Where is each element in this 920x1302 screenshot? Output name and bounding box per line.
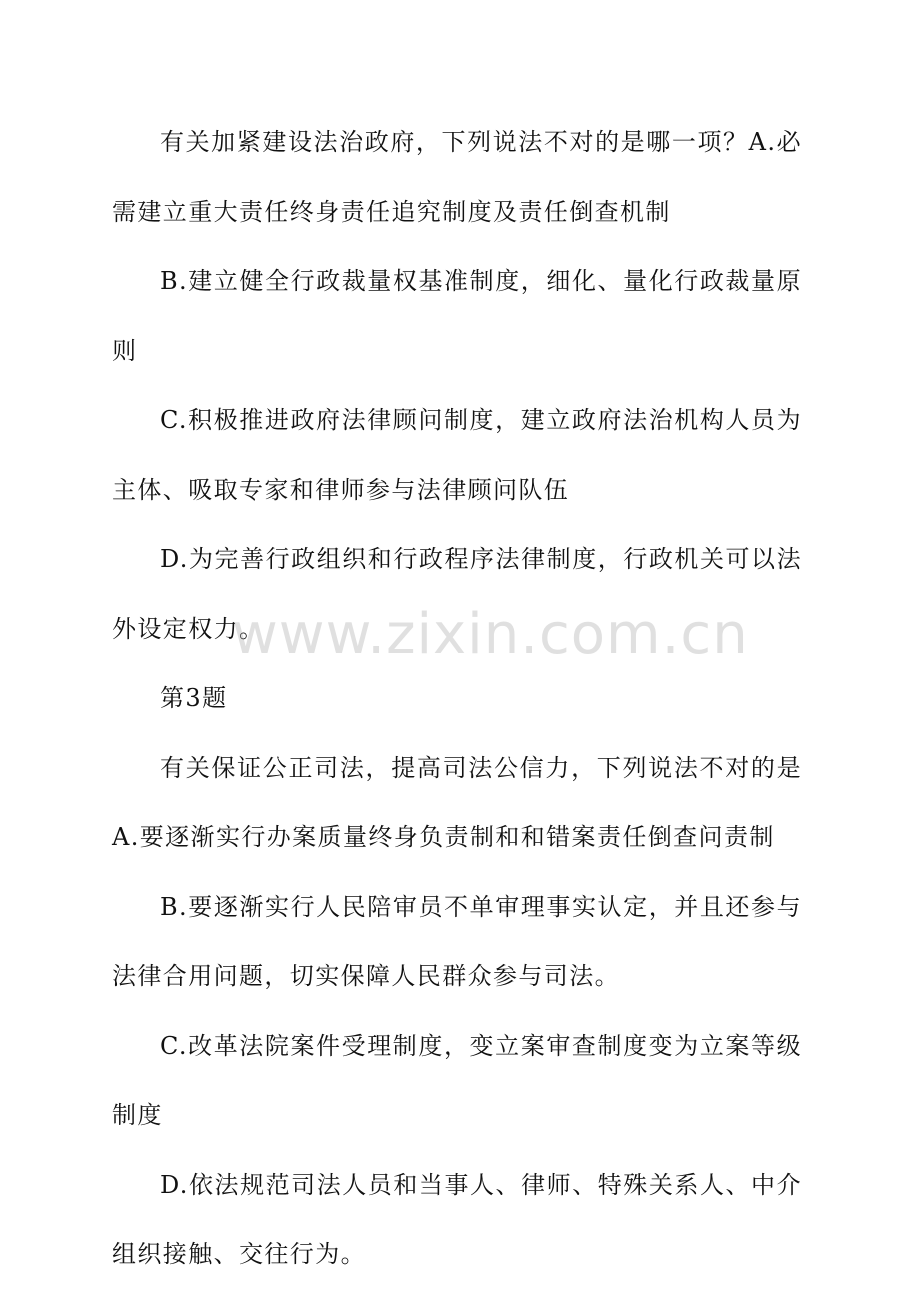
document-body bbox=[112, 108, 802, 1290]
question-3-option-d: D.依法规范司法人员和当事人、律师、特殊关系人、中介组织接触、交往行为。 bbox=[112, 1170, 802, 1268]
watermark: www.zixin.com.cn bbox=[232, 602, 749, 667]
question-2-stem-and-option-a: 有关加紧建设法治政府，下列说法不对的是哪一项？A.必需建立重大责任终身责任追究制度及责任倒查机制 bbox=[112, 128, 802, 226]
question-2-option-b: B.建立健全行政裁量权基准制度，细化、量化行政裁量原则 bbox=[112, 267, 802, 365]
question-2-option-c: C.积极推进政府法律顾问制度，建立政府法治机构人员为主体、吸取专家和律师参与法律顾问队伍 bbox=[112, 406, 802, 504]
question-3-option-b: B.要逐渐实行人民陪审员不单审理事实认定，并且还参与法律合用问题，切实保障人民群众参与司法。 bbox=[112, 892, 802, 990]
question-3-heading: 第3题 bbox=[160, 684, 228, 712]
question-3-option-c: C.改革法院案件受理制度，变立案审查制度变为立案等级制度 bbox=[112, 1031, 802, 1129]
question-3-stem-and-option-a: 有关保证公正司法，提高司法公信力，下列说法不对的是A.要逐渐实行办案质量终身负责制和和错案责任倒查问责制 bbox=[112, 753, 802, 851]
question-2-option-d: D.为完善行政组织和行政程序法律制度，行政机关可以法外设定权力。 bbox=[112, 545, 802, 643]
